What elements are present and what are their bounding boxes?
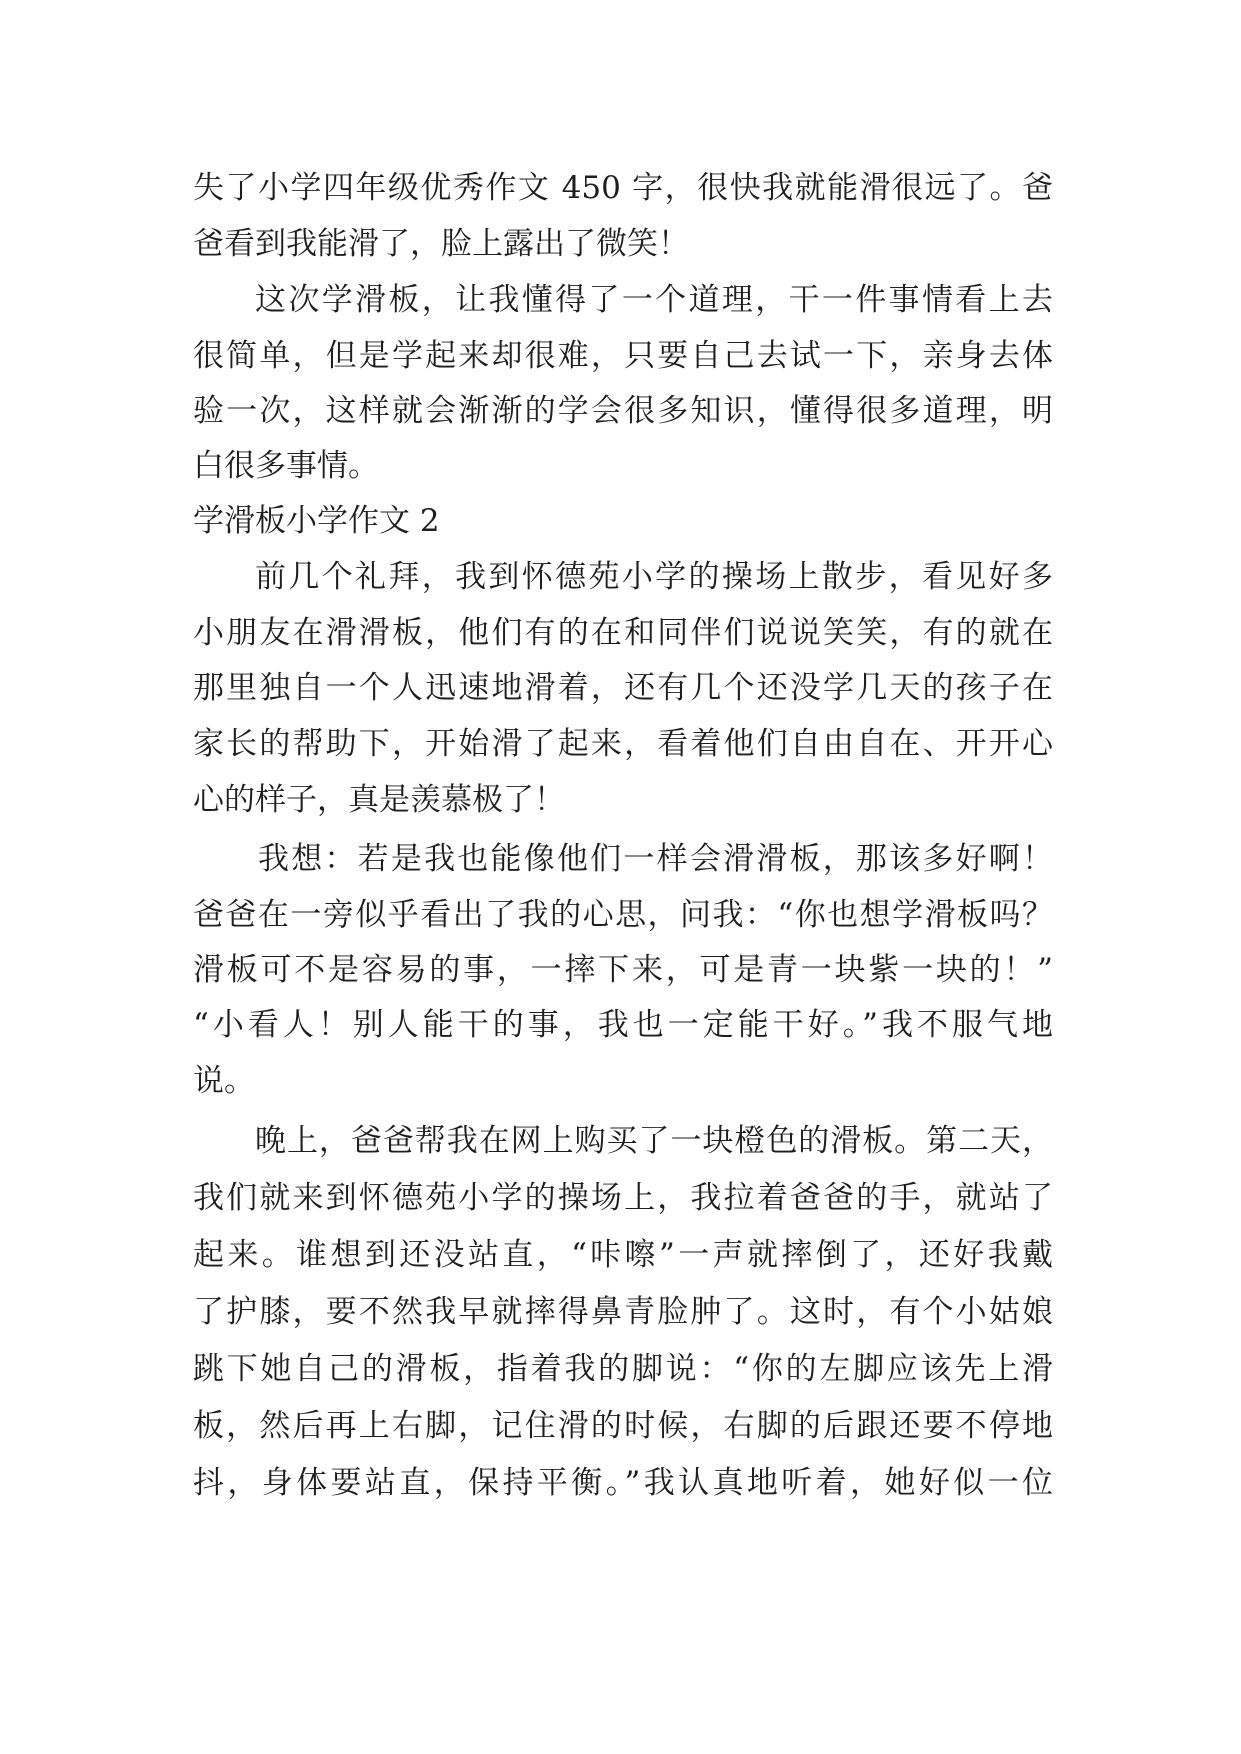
text-line: 爸看到我能滑了，脸上露出了微笑！	[193, 226, 689, 262]
text-line: 失了小学四年级优秀作文 450 字，很快我就能滑很远了。爸	[193, 170, 1053, 206]
text-line: 那里独自一个人迅速地滑着，还有几个还没学几天的孩子在	[193, 670, 1053, 706]
text-line: “小看人！别人能干的事，我也一定能干好。”我不服气地	[193, 1007, 1053, 1043]
text-line: 小朋友在滑滑板，他们有的在和同伴们说说笑笑，有的就在	[193, 615, 1053, 651]
text-line: 起来。谁想到还没站直，“咔嚓”一声就摔倒了，还好我戴	[193, 1237, 1053, 1273]
text-line: 验一次，这样就会渐渐的学会很多知识，懂得很多道理，明	[193, 393, 1053, 429]
text-line: 我们就来到怀德苑小学的操场上，我拉着爸爸的手，就站了	[193, 1180, 1053, 1216]
text-line: 了护膝，要不然我早就摔得鼻青脸肿了。这时，有个小姑娘	[193, 1294, 1053, 1330]
text-line: 很简单，但是学起来却很难，只要自己去试一下，亲身去体	[193, 338, 1053, 374]
paragraph-start-line: 前几个礼拜，我到怀德苑小学的操场上散步，看见好多	[255, 559, 1053, 595]
text-line: 说。	[193, 1063, 255, 1099]
paragraph-start-line: 这次学滑板，让我懂得了一个道理，干一件事情看上去	[255, 282, 1053, 318]
text-line: 家长的帮助下，开始滑了起来，看着他们自由自在、开开心	[193, 726, 1053, 762]
section-title: 学滑板小学作文 2	[193, 503, 440, 539]
text-line: 白很多事情。	[193, 448, 379, 484]
paragraph-start-line: 晚上，爸爸帮我在网上购买了一块橙色的滑板。第二天，	[255, 1123, 1053, 1159]
text-line: 跳下她自己的滑板，指着我的脚说：“你的左脚应该先上滑	[193, 1351, 1053, 1387]
text-line: 板，然后再上右脚，记住滑的时候，右脚的后跟还要不停地	[193, 1408, 1053, 1444]
text-line: 滑板可不是容易的事，一摔下来，可是青一块紫一块的！”	[193, 952, 1053, 988]
text-line: 爸爸在一旁似乎看出了我的心思，问我：“你也想学滑板吗？	[193, 897, 1053, 933]
text-line: 心的样子，真是羡慕极了！	[193, 782, 565, 818]
paragraph-start-line: 我想：若是我也能像他们一样会滑滑板，那该多好啊！	[258, 841, 1053, 877]
text-line: 抖，身体要站直，保持平衡。”我认真地听着，她好似一位	[193, 1465, 1053, 1501]
